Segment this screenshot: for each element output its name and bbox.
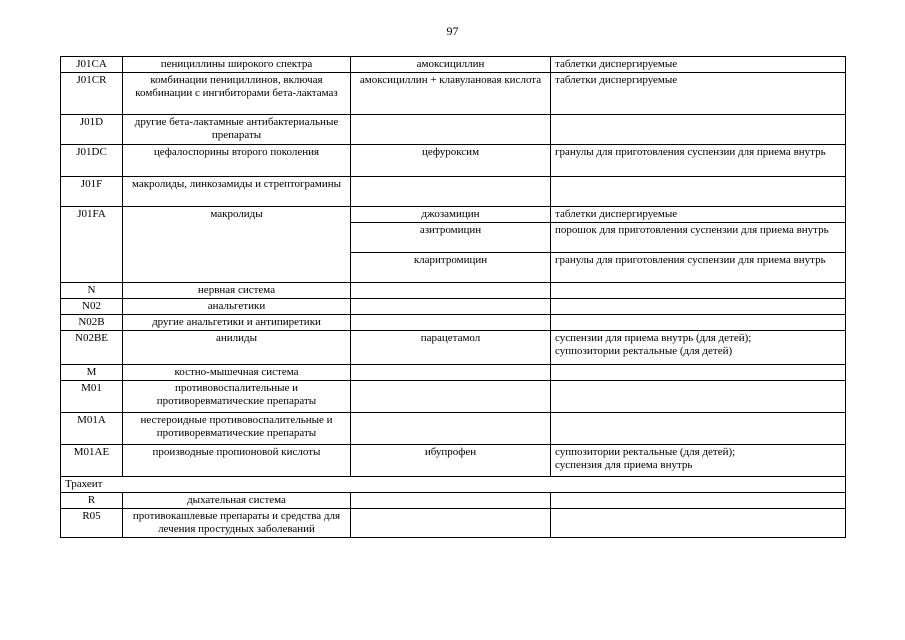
group-cell: костно-мышечная система bbox=[123, 365, 351, 381]
table-row bbox=[61, 413, 846, 445]
table-row bbox=[61, 477, 846, 493]
table-row bbox=[61, 445, 846, 477]
drug-cell bbox=[351, 283, 551, 299]
form-line: суппозитории ректальные (для детей) bbox=[555, 345, 733, 357]
group-cell: другие бета-лактамные антибактериальные препараты bbox=[123, 115, 351, 145]
drug-cell: цефуроксим bbox=[351, 145, 551, 177]
page-number: 97 bbox=[446, 24, 459, 38]
drug-cell bbox=[351, 177, 551, 207]
group-cell: анальгетики bbox=[123, 299, 351, 315]
form-cell: таблетки диспергируемые bbox=[551, 57, 846, 73]
form-cell bbox=[551, 315, 846, 331]
table-row bbox=[61, 315, 846, 331]
group-cell: макролиды bbox=[123, 207, 351, 283]
drug-cell: амоксициллин bbox=[351, 57, 551, 73]
table-row bbox=[61, 57, 846, 73]
table-row bbox=[61, 73, 846, 115]
group-cell: другие анальгетики и антипиретики bbox=[123, 315, 351, 331]
group-cell: комбинации пенициллинов, включая комбинации с ингибиторами бета-лактамаз bbox=[123, 73, 351, 115]
group-cell: производные пропионовой кислоты bbox=[123, 445, 351, 477]
drug-cell bbox=[351, 413, 551, 445]
atc-code-cell: J01DC bbox=[61, 145, 123, 177]
drug-cell: азитромицин bbox=[351, 223, 551, 253]
form-cell bbox=[551, 493, 846, 509]
table-row bbox=[61, 299, 846, 315]
group-cell: анилиды bbox=[123, 331, 351, 365]
drug-cell: амоксициллин + клавулановая кислота bbox=[351, 73, 551, 115]
drug-table bbox=[60, 56, 846, 538]
form-cell bbox=[551, 365, 846, 381]
form-cell bbox=[551, 283, 846, 299]
drug-cell: парацетамол bbox=[351, 331, 551, 365]
atc-code-cell: J01F bbox=[61, 177, 123, 207]
drug-cell bbox=[351, 381, 551, 413]
drug-cell: джозамицин bbox=[351, 207, 551, 223]
form-cell bbox=[551, 381, 846, 413]
form-cell: таблетки диспергируемые bbox=[551, 207, 846, 223]
atc-code-cell: J01CA bbox=[61, 57, 123, 73]
form-cell: таблетки диспергируемые bbox=[551, 73, 846, 115]
form-line: суппозитории ректальные (для детей); bbox=[555, 446, 736, 458]
group-cell: нестероидные противовоспалительные и противоревматические препараты bbox=[123, 413, 351, 445]
table-row bbox=[61, 381, 846, 413]
group-cell: цефалоспорины второго поколения bbox=[123, 145, 351, 177]
table-row bbox=[61, 493, 846, 509]
form-cell bbox=[551, 115, 846, 145]
atc-code-cell: N02B bbox=[61, 315, 123, 331]
table-row bbox=[61, 145, 846, 177]
drug-cell: кларитромицин bbox=[351, 253, 551, 283]
form-cell bbox=[551, 299, 846, 315]
table-row bbox=[61, 115, 846, 145]
form-cell bbox=[551, 331, 846, 365]
group-cell: нервная система bbox=[123, 283, 351, 299]
group-cell: противовоспалительные и противоревматические препараты bbox=[123, 381, 351, 413]
table-row bbox=[61, 207, 846, 223]
form-cell bbox=[551, 413, 846, 445]
atc-code-cell: J01D bbox=[61, 115, 123, 145]
form-cell: гранулы для приготовления суспензии для приема внутрь bbox=[551, 145, 846, 177]
form-cell bbox=[551, 509, 846, 538]
table-row bbox=[61, 365, 846, 381]
form-cell bbox=[551, 445, 846, 477]
atc-code-cell: J01CR bbox=[61, 73, 123, 115]
drug-cell bbox=[351, 365, 551, 381]
drug-cell: ибупрофен bbox=[351, 445, 551, 477]
drug-cell bbox=[351, 493, 551, 509]
atc-code-cell: M bbox=[61, 365, 123, 381]
form-cell: порошок для приготовления суспензии для приема внутрь bbox=[551, 223, 846, 253]
atc-code-cell: N bbox=[61, 283, 123, 299]
table-row bbox=[61, 509, 846, 538]
form-line: суспензия для приема внутрь bbox=[555, 459, 693, 471]
group-cell: пенициллины широкого спектра bbox=[123, 57, 351, 73]
table-row bbox=[61, 331, 846, 365]
drug-cell bbox=[351, 315, 551, 331]
drug-cell bbox=[351, 509, 551, 538]
atc-code-cell: N02BE bbox=[61, 331, 123, 365]
group-cell: макролиды, линкозамиды и стрептограмины bbox=[123, 177, 351, 207]
section-heading-cell: Трахеит bbox=[61, 477, 846, 493]
group-cell: дыхательная система bbox=[123, 493, 351, 509]
group-cell: противокашлевые препараты и средства для лечения простудных заболеваний bbox=[123, 509, 351, 538]
atc-code-cell: M01 bbox=[61, 381, 123, 413]
table-row bbox=[61, 283, 846, 299]
atc-code-cell: M01A bbox=[61, 413, 123, 445]
form-cell: гранулы для приготовления суспензии для приема внутрь bbox=[551, 253, 846, 283]
atc-code-cell: N02 bbox=[61, 299, 123, 315]
form-cell bbox=[551, 177, 846, 207]
drug-cell bbox=[351, 299, 551, 315]
table-row bbox=[61, 177, 846, 207]
atc-code-cell: R bbox=[61, 493, 123, 509]
atc-code-cell: R05 bbox=[61, 509, 123, 538]
atc-code-cell: M01AE bbox=[61, 445, 123, 477]
atc-code-cell: J01FA bbox=[61, 207, 123, 283]
drug-cell bbox=[351, 115, 551, 145]
form-line: суспензии для приема внутрь (для детей); bbox=[555, 332, 752, 344]
